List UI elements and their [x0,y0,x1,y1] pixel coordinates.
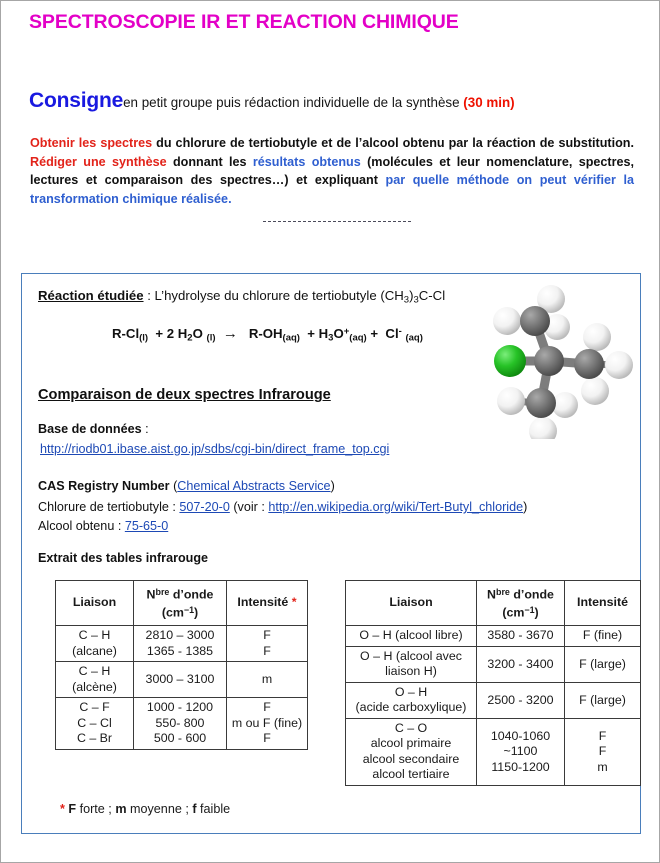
cell-wavenumber-line: 3200 - 3400 [487,656,554,671]
cell-intensity [227,698,308,750]
cell-wavenumber [477,718,565,785]
header-intensity: Intensité [565,581,641,626]
footnote-star: * [60,802,65,816]
cell-liaison-line: C – F [79,700,110,715]
header-intensity [227,581,308,626]
cell-liaison-line: alcool secondaire [362,751,460,766]
instruction-segment-3: Rédiger une synthèse [30,154,167,169]
header-wavenumber-n: N [487,587,496,602]
cell-wavenumber [134,626,227,662]
cell-liaison [56,662,134,698]
table-row [346,626,641,647]
cell-liaison-line: (alcène) [72,679,117,694]
chloride-voir-close: ) [523,500,528,514]
footnote-m-text: moyenne ; [126,802,193,816]
cell-intensity-line: F [598,744,607,759]
chemical-equation [112,325,423,344]
database-colon: : [141,422,149,436]
reaction-description-post: C-Cl [418,288,446,303]
footnote-m-symbol: m [115,802,127,816]
table-header-row [56,581,308,626]
cell-intensity-line: m [261,672,273,687]
header-wavenumber-n: N [146,587,156,602]
reaction-label: Réaction étudiée [38,288,144,303]
header-intensity-label: Intensité [237,595,289,610]
cell-wavenumber [134,698,227,750]
comparison-section-title: Comparaison de deux spectres Infrarouge [38,387,331,403]
alcohol-cas-label: Alcool obtenu : [38,519,125,533]
header-wavenumber-rest: d’onde [169,587,214,602]
eq-product-3-state: (aq) [405,332,423,344]
instructions-paragraph [30,134,634,208]
eq-product-3: Cl [385,326,399,341]
cell-liaison-line: (alcane) [72,643,117,658]
cell-intensity [565,682,641,718]
footnote-f-symbol: F [68,802,77,816]
header-unit-sup: −1 [183,605,195,616]
footnote-ff-text: faible [196,802,231,816]
cell-liaison-line: O – H (alcool libre) [359,628,463,643]
table-row [346,718,641,785]
cell-liaison [346,646,477,682]
chloride-cas-label: Chlorure de tertiobutyle : [38,500,180,514]
eq-reactant-1-state: (l) [139,332,149,344]
table-header-row [346,581,641,626]
instruction-segment-7: par quelle méthode on peut vérifier la transformation chimique réalisée. [30,173,634,206]
table-row [56,662,308,698]
header-unit-sup: −1 [524,605,535,616]
instruction-segment-1: Obtenir les spectres [30,136,153,150]
cell-intensity [227,626,308,662]
eq-reactant-2-state: (l) [206,332,216,344]
cell-wavenumber-line: 3000 – 3100 [145,672,215,687]
content-box [21,273,641,834]
dashed-separator [263,221,411,224]
cell-intensity-line: F [263,643,271,658]
header-unit-pre: (cm [502,605,525,620]
cell-intensity-line: F (fine) [582,628,623,643]
table-row [56,626,308,662]
cell-liaison-line: alcool primaire [370,736,452,751]
instruction-segment-6: (molécules et leur nomenclature, spectres, lectures et comparaison des spectres…) et expliquant [30,154,635,188]
cell-liaison-line: C – H [78,628,111,643]
cell-liaison [56,626,134,662]
cell-liaison-line: liaison H) [385,664,437,679]
header-unit-post: ) [194,605,199,620]
cell-liaison-line: C – O [394,720,428,735]
header-wavenumber-rest: d’onde [509,587,554,602]
eq-product-1: R-OH [248,326,283,341]
database-url-link[interactable]: http://riodb01.ibase.aist.go.jp/sdbs/cgi-bin/direct_frame_top.cgi [40,442,390,456]
reaction-sub-2: 3 [413,294,419,306]
cell-liaison [346,682,477,718]
reaction-description-mid: ) [409,288,414,303]
cell-intensity [565,626,641,647]
tert-butyl-chloride-molecule-icon [477,279,647,439]
consigne-duration: (30 min) [463,95,515,110]
reaction-description-pre: L’hydrolyse du chlorure de tertiobutyle (CH [154,288,404,303]
cell-liaison [56,698,134,750]
cell-liaison-line: alcool tertiaire [372,767,450,782]
infrared-table-right [345,580,641,786]
footnote-ff-symbol: f [192,802,197,816]
cell-wavenumber-line: 2500 - 3200 [487,692,554,707]
instruction-segment-2: du chlorure de tertiobutyle et de l’alcool obtenu par la réaction de substitution. [152,136,635,150]
database-label-line [38,422,149,436]
header-wavenumber-sup: bre [155,587,170,597]
header-wavenumber [477,581,565,626]
cell-intensity-line: F (large) [579,692,626,707]
intensity-legend-footnote [60,802,230,816]
table-row [346,646,641,682]
cell-intensity-line: F (large) [579,656,626,671]
eq-plus-3: + [370,326,379,341]
cell-intensity-line: F [263,731,271,746]
cell-intensity [227,662,308,698]
cell-intensity-line: F [263,628,271,643]
eq-product-3-sup: - [398,326,402,338]
reaction-heading [38,288,445,306]
instruction-segment-5: résultats obtenus [252,154,361,169]
cell-wavenumber-line: ~1100 [503,744,538,759]
cell-wavenumber [134,662,227,698]
eq-h3o-sub: 3 [328,332,334,344]
consigne-label: Consigne [29,89,124,112]
header-liaison: Liaison [346,581,477,626]
cell-liaison-line: C – Br [76,731,113,746]
header-unit-post: ) [534,605,539,620]
alcohol-cas-number-link[interactable]: 75-65-0 [124,519,169,533]
cell-wavenumber [477,682,565,718]
eq-product-2-state: (aq) [349,332,367,344]
header-intensity-star: * [291,595,297,610]
cell-liaison-line: O – H (alcool avec [360,648,462,663]
cell-wavenumber [477,646,565,682]
eq-product-1-state: (aq) [282,332,300,344]
cell-liaison [346,626,477,647]
wikipedia-tert-butyl-chloride-link[interactable]: http://en.wikipedia.org/wiki/Tert-Butyl_chloride [268,500,524,514]
eq-arrow-icon: → [222,325,238,342]
header-liaison: Liaison [56,581,134,626]
cell-liaison-line: O – H [394,684,428,699]
cell-liaison-line: C – Cl [77,715,112,730]
eq-h3o-mid: O [333,326,344,341]
eq-plus-1: + 2 H [155,326,188,341]
cell-liaison [346,718,477,785]
cell-liaison-line: C – H [78,664,111,679]
cell-wavenumber-line: 1365 - 1385 [146,643,214,658]
database-label: Base de données [38,422,142,436]
cell-wavenumber-line: 3580 - 3670 [487,628,554,643]
cell-wavenumber-line: 550- 800 [155,715,205,730]
header-wavenumber-sup: bre [496,587,510,597]
consigne-heading-line [29,89,515,113]
cell-wavenumber [477,626,565,647]
cell-intensity-line: F [263,700,271,715]
eq-water-sub: 2 [187,332,193,344]
cell-intensity-line: m [597,759,608,774]
cell-wavenumber-line: 1150-1200 [491,759,550,774]
cell-intensity [565,646,641,682]
cas-label: CAS Registry Number [38,479,170,493]
cell-intensity-line: F [598,728,607,743]
table-row [346,682,641,718]
header-wavenumber [134,581,227,626]
cas-paren-open: ( [169,479,178,493]
cas-heading-line [38,479,335,493]
cell-liaison-line: (acide carboxylique) [355,700,467,715]
table-row [56,698,308,750]
eq-h3o-sup: + [343,326,350,338]
reaction-sub-1: 3 [403,294,410,306]
page-title: SPECTROSCOPIE IR ET REACTION CHIMIQUE [29,11,459,33]
cell-intensity [565,718,641,785]
chloride-cas-number-link[interactable]: 507-20-0 [179,500,230,514]
eq-reactant-1: R-Cl [112,326,140,341]
header-unit-pre: (cm [161,605,184,620]
cell-wavenumber-line: 2810 – 3000 [145,628,215,643]
eq-plus-2: + H [307,326,329,341]
reaction-separator: : [143,288,155,303]
cell-wavenumber-line: 1040-1060 [490,728,551,743]
infrared-table-left [55,580,308,750]
consigne-description: en petit groupe puis rédaction individuelle de la synthèse [123,95,460,110]
eq-water-rest: O [192,326,203,341]
cas-paren-close: ) [330,479,335,493]
cell-wavenumber-line: 1000 - 1200 [146,700,214,715]
cell-wavenumber-line: 500 - 600 [153,731,207,746]
cell-intensity-line: m ou F (fine) [231,715,303,730]
chemical-abstracts-service-link[interactable]: Chemical Abstracts Service [177,479,331,493]
alcohol-cas-line [38,519,168,533]
infrared-tables-title: Extrait des tables infrarouge [38,551,209,565]
footnote-f-text: forte ; [76,802,116,816]
chloride-cas-line [38,500,527,514]
instruction-segment-4: donnant les [166,154,253,169]
chloride-voir-open: (voir : [229,500,269,514]
